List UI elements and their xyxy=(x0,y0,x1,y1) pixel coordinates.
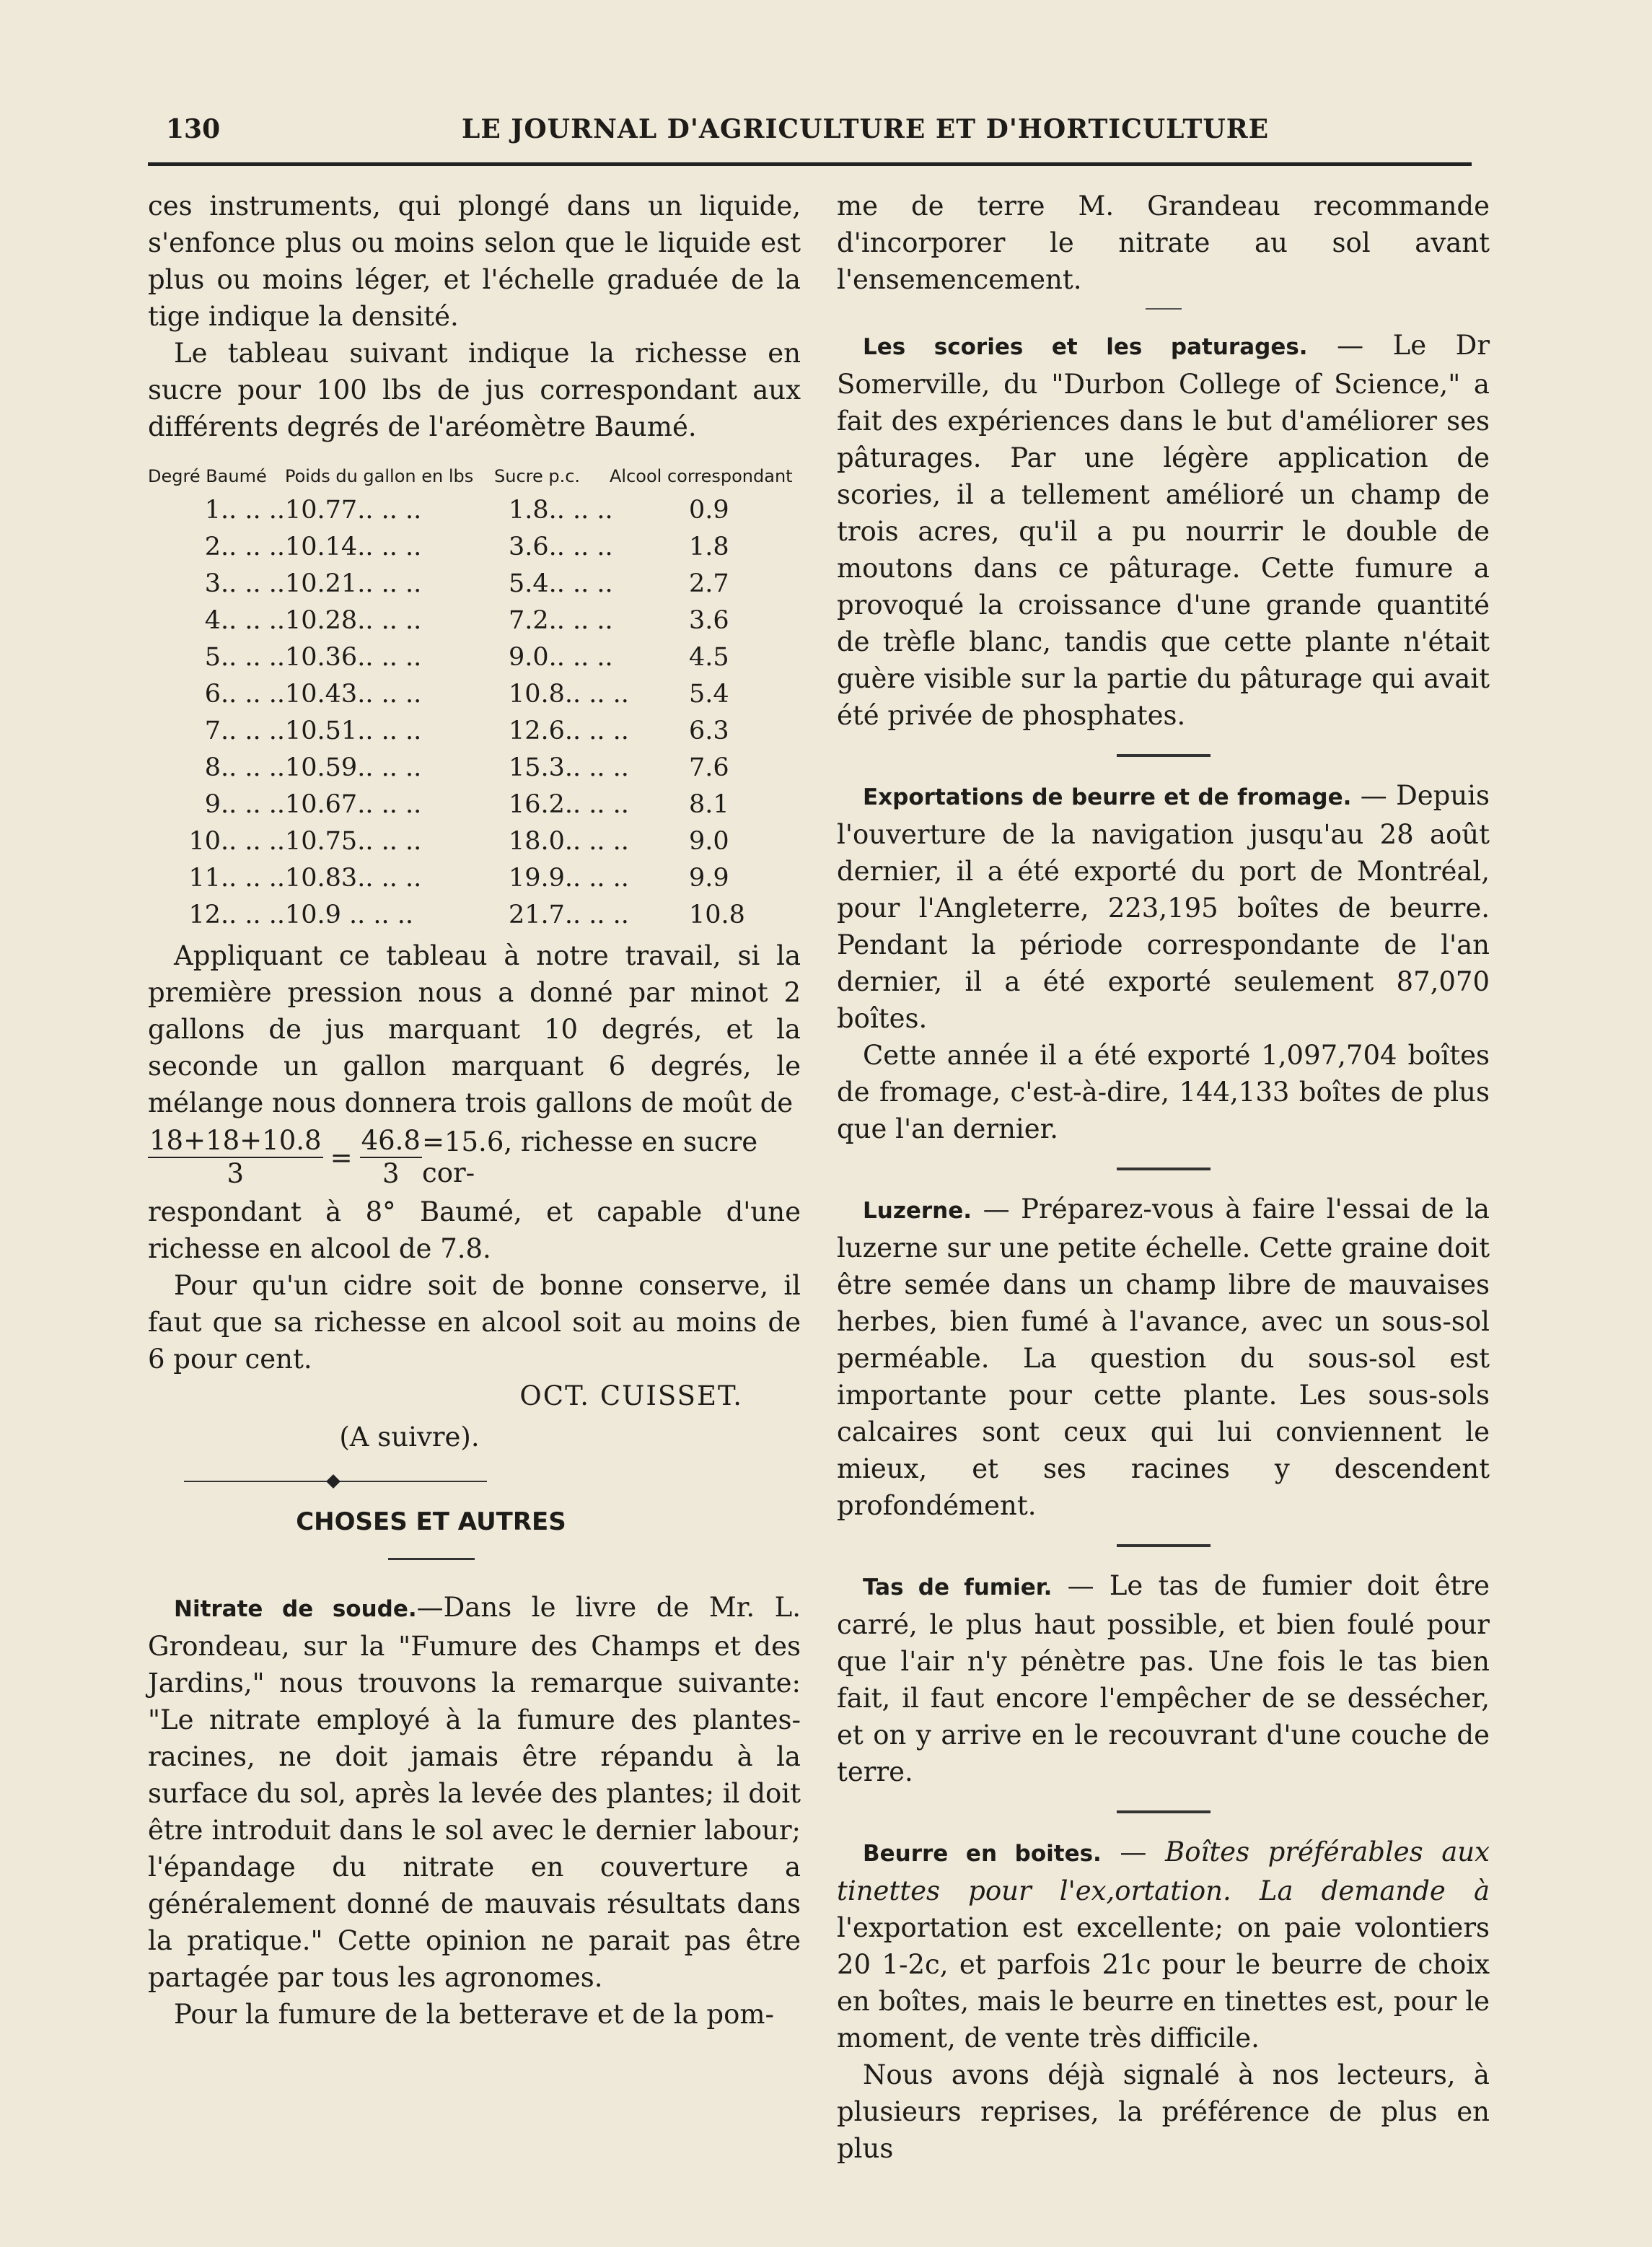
table-cell: 3.6.. .. .. xyxy=(509,532,621,561)
article-beurre xyxy=(837,1834,1490,2057)
table-header-cell: Degré Baumé xyxy=(148,466,267,486)
paragraph: Le tableau suivant indique la richesse en sucre pour 100 lbs de jus correspondant aux différents degrés de l'aréomètre Baumé. xyxy=(148,338,801,442)
equals-sign: = xyxy=(330,1142,353,1173)
running-title: LE JOURNAL D'AGRICULTURE ET D'HORTICULTURE xyxy=(462,114,1270,144)
table-cell: 1.. .. .. xyxy=(204,495,285,525)
table-row xyxy=(148,823,801,859)
article-fumier xyxy=(837,1567,1490,1790)
table-cell: 9.0.. .. .. xyxy=(509,642,621,672)
table-cell: 4.5 xyxy=(689,642,729,672)
table-cell: 10.83.. .. .. xyxy=(285,863,422,893)
table-cell: 18.0.. .. .. xyxy=(509,826,638,856)
table-header-cell: Poids du gallon en lbs xyxy=(285,466,474,486)
article-text: — Préparez-vous à faire l'essai de la luzerne sur une petite échelle. Cette graine doit être semée dans un champ libre de mauvaises herbes, bien fumé à l'avance, avec un sous-sol perméable. La question du sous-sol est importante pour cette plante. Les sous-sols calcaires sont ceux qui lui conviennent le mieux, et ses racines y descendent profondément. xyxy=(837,1193,1490,1521)
left-column xyxy=(148,188,801,2033)
article-lead: Beurre en boites. xyxy=(863,1841,1102,1867)
table-row xyxy=(148,749,801,786)
table-cell: 10.14.. .. .. xyxy=(285,532,430,561)
ornament-divider xyxy=(184,1474,487,1489)
table-cell: 10.28.. .. .. xyxy=(285,605,430,635)
formula xyxy=(148,1121,801,1193)
table-cell: 8.. .. .. xyxy=(204,753,285,782)
table-cell: 21.7.. .. .. xyxy=(509,900,629,929)
table-row xyxy=(148,896,801,933)
table-row xyxy=(148,602,801,639)
page-number: 130 xyxy=(166,114,221,144)
article-exportations xyxy=(837,777,1490,1037)
table-cell: 3.. .. .. xyxy=(204,569,285,598)
short-rule xyxy=(388,1558,475,1560)
table-cell: 6.3 xyxy=(689,716,729,745)
table-row xyxy=(148,528,801,565)
table-cell: 9.9 xyxy=(689,863,729,893)
article-scories xyxy=(837,327,1490,734)
article-lead: Nitrate de soude. xyxy=(174,1596,417,1622)
divider xyxy=(1117,1168,1211,1170)
divider xyxy=(1146,308,1182,310)
article-text: —Dans le livre de Mr. L. Grondeau, sur la "Fumure des Champs et des Jardins," nous trouvons la remarque suivante: "Le nitrate employé à la fumure des plantes-racines, ne doit jamais être répandu à la surface du sol, après la levée des plantes; il doit être introduit dans le sol avec le dernier labour; l'épandage du nitrate en couverture a généralement donné de mauvais résultats dans la pratique." Cette opinion ne parait pas être partagée par tous les agronomes. xyxy=(148,1592,801,1993)
table-cell: 1.8.. .. .. xyxy=(509,495,621,525)
table-cell: 4.. .. .. xyxy=(204,605,285,635)
table-header-cell: Sucre p.c. xyxy=(494,466,581,486)
table-cell: 10.. .. .. xyxy=(188,826,285,856)
paragraph: Pour la fumure de la betterave et de la pom- xyxy=(174,1999,774,2030)
table-cell: 10.8.. .. .. xyxy=(509,679,638,709)
article-text: — Depuis l'ouverture de la navigation jusqu'au 28 août dernier, il a été exporté du port de Montréal, pour l'Angleterre, 223,195 boîtes de beurre. Pendant la période correspondante de l'an dernier, il a été exporté seulement 87,070 boîtes. xyxy=(837,780,1490,1034)
paragraph: me de terre M. Grandeau recommande d'incorporer le nitrate au sol avant l'ensemencement. xyxy=(837,190,1490,295)
divider xyxy=(1117,1810,1211,1813)
paragraph: Pour qu'un cidre soit de bonne conserve, il faut que sa richesse en alcool soit au moins de 6 pour cent. xyxy=(148,1270,801,1375)
table-cell: 6.. .. .. xyxy=(204,679,285,709)
table-cell: 10.43.. .. .. xyxy=(285,679,422,709)
paragraph: Nous avons déjà signalé à nos lecteurs, à plusieurs reprises, la préférence de plus en plus xyxy=(837,2059,1490,2164)
table-cell: 10.36.. .. .. xyxy=(285,642,430,672)
table-cell: 12.. .. .. xyxy=(188,900,285,929)
table-cell: 10.21.. .. .. xyxy=(285,569,430,598)
table-cell: 15.3.. .. .. xyxy=(509,753,638,782)
article-lead: Luzerne. xyxy=(863,1198,972,1224)
article-text: — Le tas de fumier doit être carré, le plus haut possible, et bien foulé pour que l'air n'y pénètre pas. Une fois le tas bien fait, il faut encore l'empêcher de se dessécher, et on y arrive en le recouvrant d'une couche de terre. xyxy=(837,1570,1490,1787)
table-cell: 7.. .. .. xyxy=(204,716,285,745)
table-row xyxy=(148,675,801,712)
table-row xyxy=(148,786,801,823)
table-row xyxy=(148,565,801,602)
table-cell: 19.9.. .. .. xyxy=(509,863,638,893)
table-header-cell: Alcool correspondant xyxy=(610,466,793,486)
table-cell: 10.59.. .. .. xyxy=(285,753,422,782)
table-header xyxy=(148,461,801,491)
header-rule xyxy=(148,162,1472,166)
paragraph: Cette année il a été exporté 1,097,704 boîtes de fromage, c'est-à-dire, 144,133 boîtes de plus que l'an dernier. xyxy=(837,1040,1490,1144)
table-cell: 7.2.. .. .. xyxy=(509,605,621,635)
fraction xyxy=(148,1125,323,1190)
table-cell: 10.67.. .. .. xyxy=(285,789,422,819)
article-italic: Boîtes préférables aux tinettes pour l'ex,ortation. xyxy=(837,1836,1490,1906)
article-text: — Le Dr Somerville, du "Durbon College of Science," a fait des expériences dans le but d'améliorer ses pâturages. Par une légère application de scories, il a tellement amélioré un champ de trois acres, qu'il a pu nourrir le double de moutons dans ce pâturage. Cette fumure a provoqué la croissance d'une grande quantité de trèfle blanc, tandis que cette plante n'était guère visible sur la partie du pâturage qui avait été privée de phosphates. xyxy=(837,330,1490,731)
fraction-denominator: 3 xyxy=(227,1158,245,1189)
fraction-numerator: 46.8 xyxy=(360,1125,422,1158)
article-lead: Tas de fumier. xyxy=(863,1574,1053,1600)
table-cell: 10.51.. .. .. xyxy=(285,716,422,745)
article-lead: Les scories et les paturages. xyxy=(863,334,1308,360)
table-cell: 10.9 .. .. .. xyxy=(285,900,414,929)
table-cell: 12.6.. .. .. xyxy=(509,716,638,745)
fraction xyxy=(360,1125,422,1190)
table-cell: 9.. .. .. xyxy=(204,789,285,819)
table-cell: 2.. .. .. xyxy=(204,532,285,561)
table-cell: 5.4 xyxy=(689,679,729,709)
author-signature: OCT. CUISSET. xyxy=(519,1380,743,1411)
table-row xyxy=(148,491,801,528)
table-cell: 10.77.. .. .. xyxy=(285,495,430,525)
article-lead: Exportations de beurre et de fromage. xyxy=(863,784,1352,810)
table-cell: 8.1 xyxy=(689,789,729,819)
table-cell: 2.7 xyxy=(689,569,729,598)
fraction-denominator: 3 xyxy=(382,1158,400,1189)
table-cell: 7.6 xyxy=(689,753,729,782)
table-cell: 5.. .. .. xyxy=(204,642,285,672)
table-cell: 9.0 xyxy=(689,826,729,856)
paragraph: Appliquant ce tableau à notre travail, si la première pression nous a donné par minot 2 gallons de jus marquant 10 degrés, et la seconde un gallon marquant 6 degrés, le mélange nous donnera trois gallons de moût de xyxy=(148,940,801,1118)
to-be-continued: (A suivre). xyxy=(339,1422,480,1453)
table-cell: 11.. .. .. xyxy=(188,863,285,893)
table-cell: 0.9 xyxy=(689,495,729,525)
article-dash: — xyxy=(1101,1836,1166,1867)
table-cell: 1.8 xyxy=(689,532,729,561)
article-nitrate xyxy=(148,1589,801,1996)
article-italic: La demande à xyxy=(1259,1875,1490,1906)
table-cell: 10.8 xyxy=(689,900,745,929)
right-column xyxy=(837,188,1490,2167)
table-body xyxy=(148,491,801,933)
table-cell: 10.75.. .. .. xyxy=(285,826,422,856)
divider xyxy=(1117,1544,1211,1547)
section-title: CHOSES ET AUTRES xyxy=(296,1507,566,1536)
baume-table xyxy=(148,461,801,933)
divider xyxy=(1117,754,1211,757)
paragraph: ces instruments, qui plongé dans un liquide, s'enfonce plus ou moins selon que le liquide est plus ou moins léger, et l'échelle graduée de la tige indique la densité. xyxy=(148,190,801,332)
article-luzerne xyxy=(837,1191,1490,1524)
formula-result: =15.6, richesse en sucre cor- xyxy=(421,1126,758,1188)
table-row xyxy=(148,859,801,896)
table-row xyxy=(148,639,801,675)
page-header xyxy=(151,114,1472,150)
fraction-numerator: 18+18+10.8 xyxy=(148,1125,323,1158)
table-cell: 3.6 xyxy=(689,605,729,635)
paragraph: respondant à 8° Baumé, et capable d'une richesse en alcool de 7.8. xyxy=(148,1196,801,1264)
table-row xyxy=(148,712,801,749)
table-cell: 16.2.. .. .. xyxy=(509,789,638,819)
article-text: l'exportation est excellente; on paie volontiers 20 1-2c, et parfois 21c pour le beurre de choix en boîtes, mais le beurre en tinettes est, pour le moment, de vente très difficile. xyxy=(837,1912,1490,2054)
table-cell: 5.4.. .. .. xyxy=(509,569,621,598)
